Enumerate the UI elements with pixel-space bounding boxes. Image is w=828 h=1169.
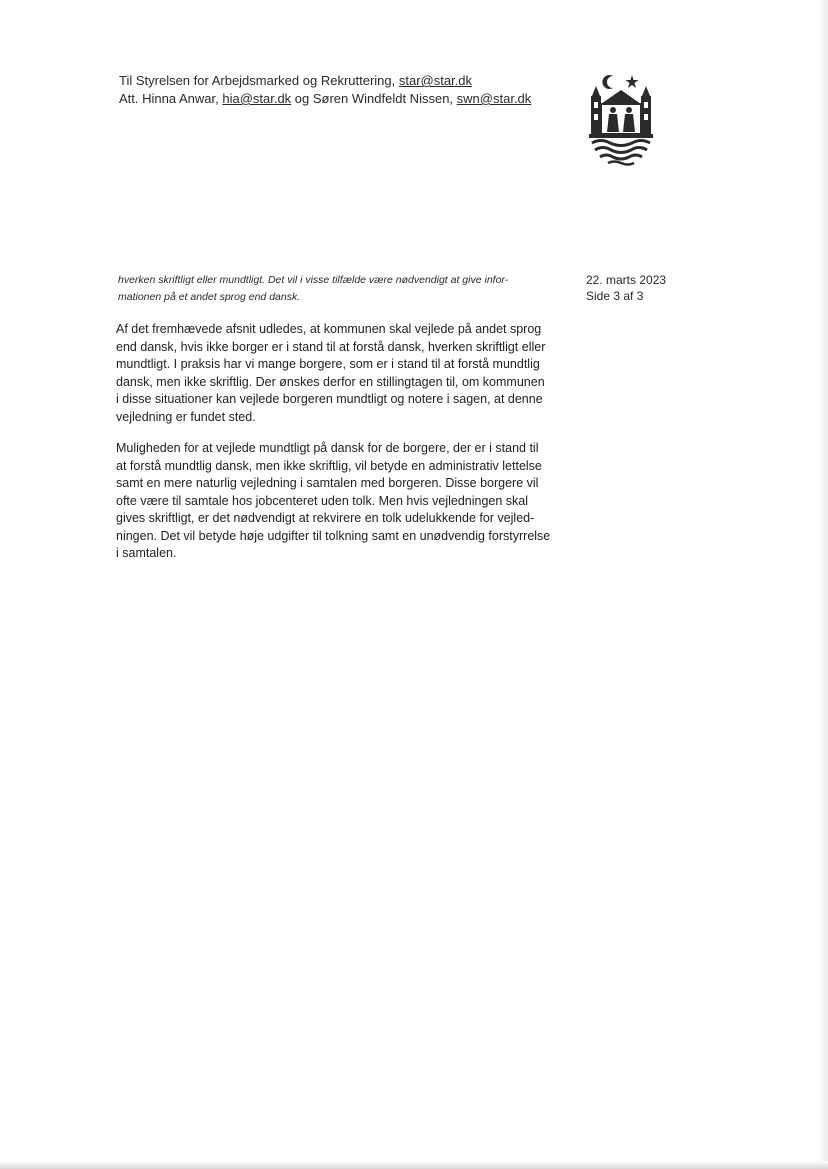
email-link-star[interactable]: star@star.dk [398,73,473,88]
quoted-excerpt [118,272,564,306]
city-coat-of-arms-icon [586,72,656,168]
paragraph-line: Muligheden for at vejlede mundtligt på dansk for de borgere, der er i stand til [116,441,539,455]
paragraph-line: gives skriftligt, er det nødvendigt at rekvirere en tolk udelukkende for vejled- [116,511,535,525]
page-edge-shadow-right [818,0,828,1169]
document-date: 22. marts 2023 [586,273,667,287]
recipient-address [119,72,531,108]
paragraph-line: dansk, men ikke skriftlig. Der ønskes derfor en stillingtagen til, om kommunen [116,374,545,389]
page-number: Side 3 af 3 [586,289,644,303]
page-edge-shadow-bottom [0,1161,828,1169]
body-paragraph-1 [116,321,560,426]
paragraph-line: ningen. Det vil betyde høje udgifter til tolkning samt en unødvendig forstyrrelse [116,528,551,543]
quote-line: mationen på et andet sprog end dansk. [118,291,301,303]
body-paragraph-2 [116,440,560,563]
email-link-swn[interactable]: swn@star.dk [456,91,532,106]
paragraph-line: mundtligt. I praksis har vi mange borgere, som er i stand til at forstå mundtlig [116,357,540,371]
paragraph-line: ofte være til samtale hos jobcenteret uden tolk. Men hvis vejledningen skal [116,493,529,508]
document-meta [586,272,666,304]
attention-prefix: Att. Hinna Anwar, [119,91,223,106]
paragraph-line: Af det fremhævede afsnit udledes, at kommunen skal vejlede på andet sprog [116,322,542,336]
paragraph-line: i samtalen. [116,546,177,560]
quote-line: hverken skriftligt eller mundtligt. Det vil i visse tilfælde være nødvendigt at give infor- [118,274,509,286]
paragraph-line: end dansk, hvis ikke borger er i stand til at forstå dansk, hverken skriftligt eller [116,339,546,354]
recipient-line-1 [119,72,531,90]
paragraph-line: vejledning er fundet sted. [116,409,256,424]
paragraph-line: at forstå mundtlig dansk, men ikke skriftlig, vil betyde en administrativ lettelse [116,458,542,473]
recipient-agency: Til Styrelsen for Arbejdsmarked og Rekruttering, [119,73,399,88]
paragraph-line: samt en mere naturlig vejledning i samtalen med borgeren. Disse borgere vil [116,476,539,490]
email-link-hia[interactable]: hia@star.dk [222,91,292,106]
paragraph-line: i disse situationer kan vejlede borgeren mundtligt og notere i sagen, at denne [116,392,543,406]
attention-middle: og Søren Windfeldt Nissen, [291,91,457,106]
recipient-line-2 [119,90,531,108]
